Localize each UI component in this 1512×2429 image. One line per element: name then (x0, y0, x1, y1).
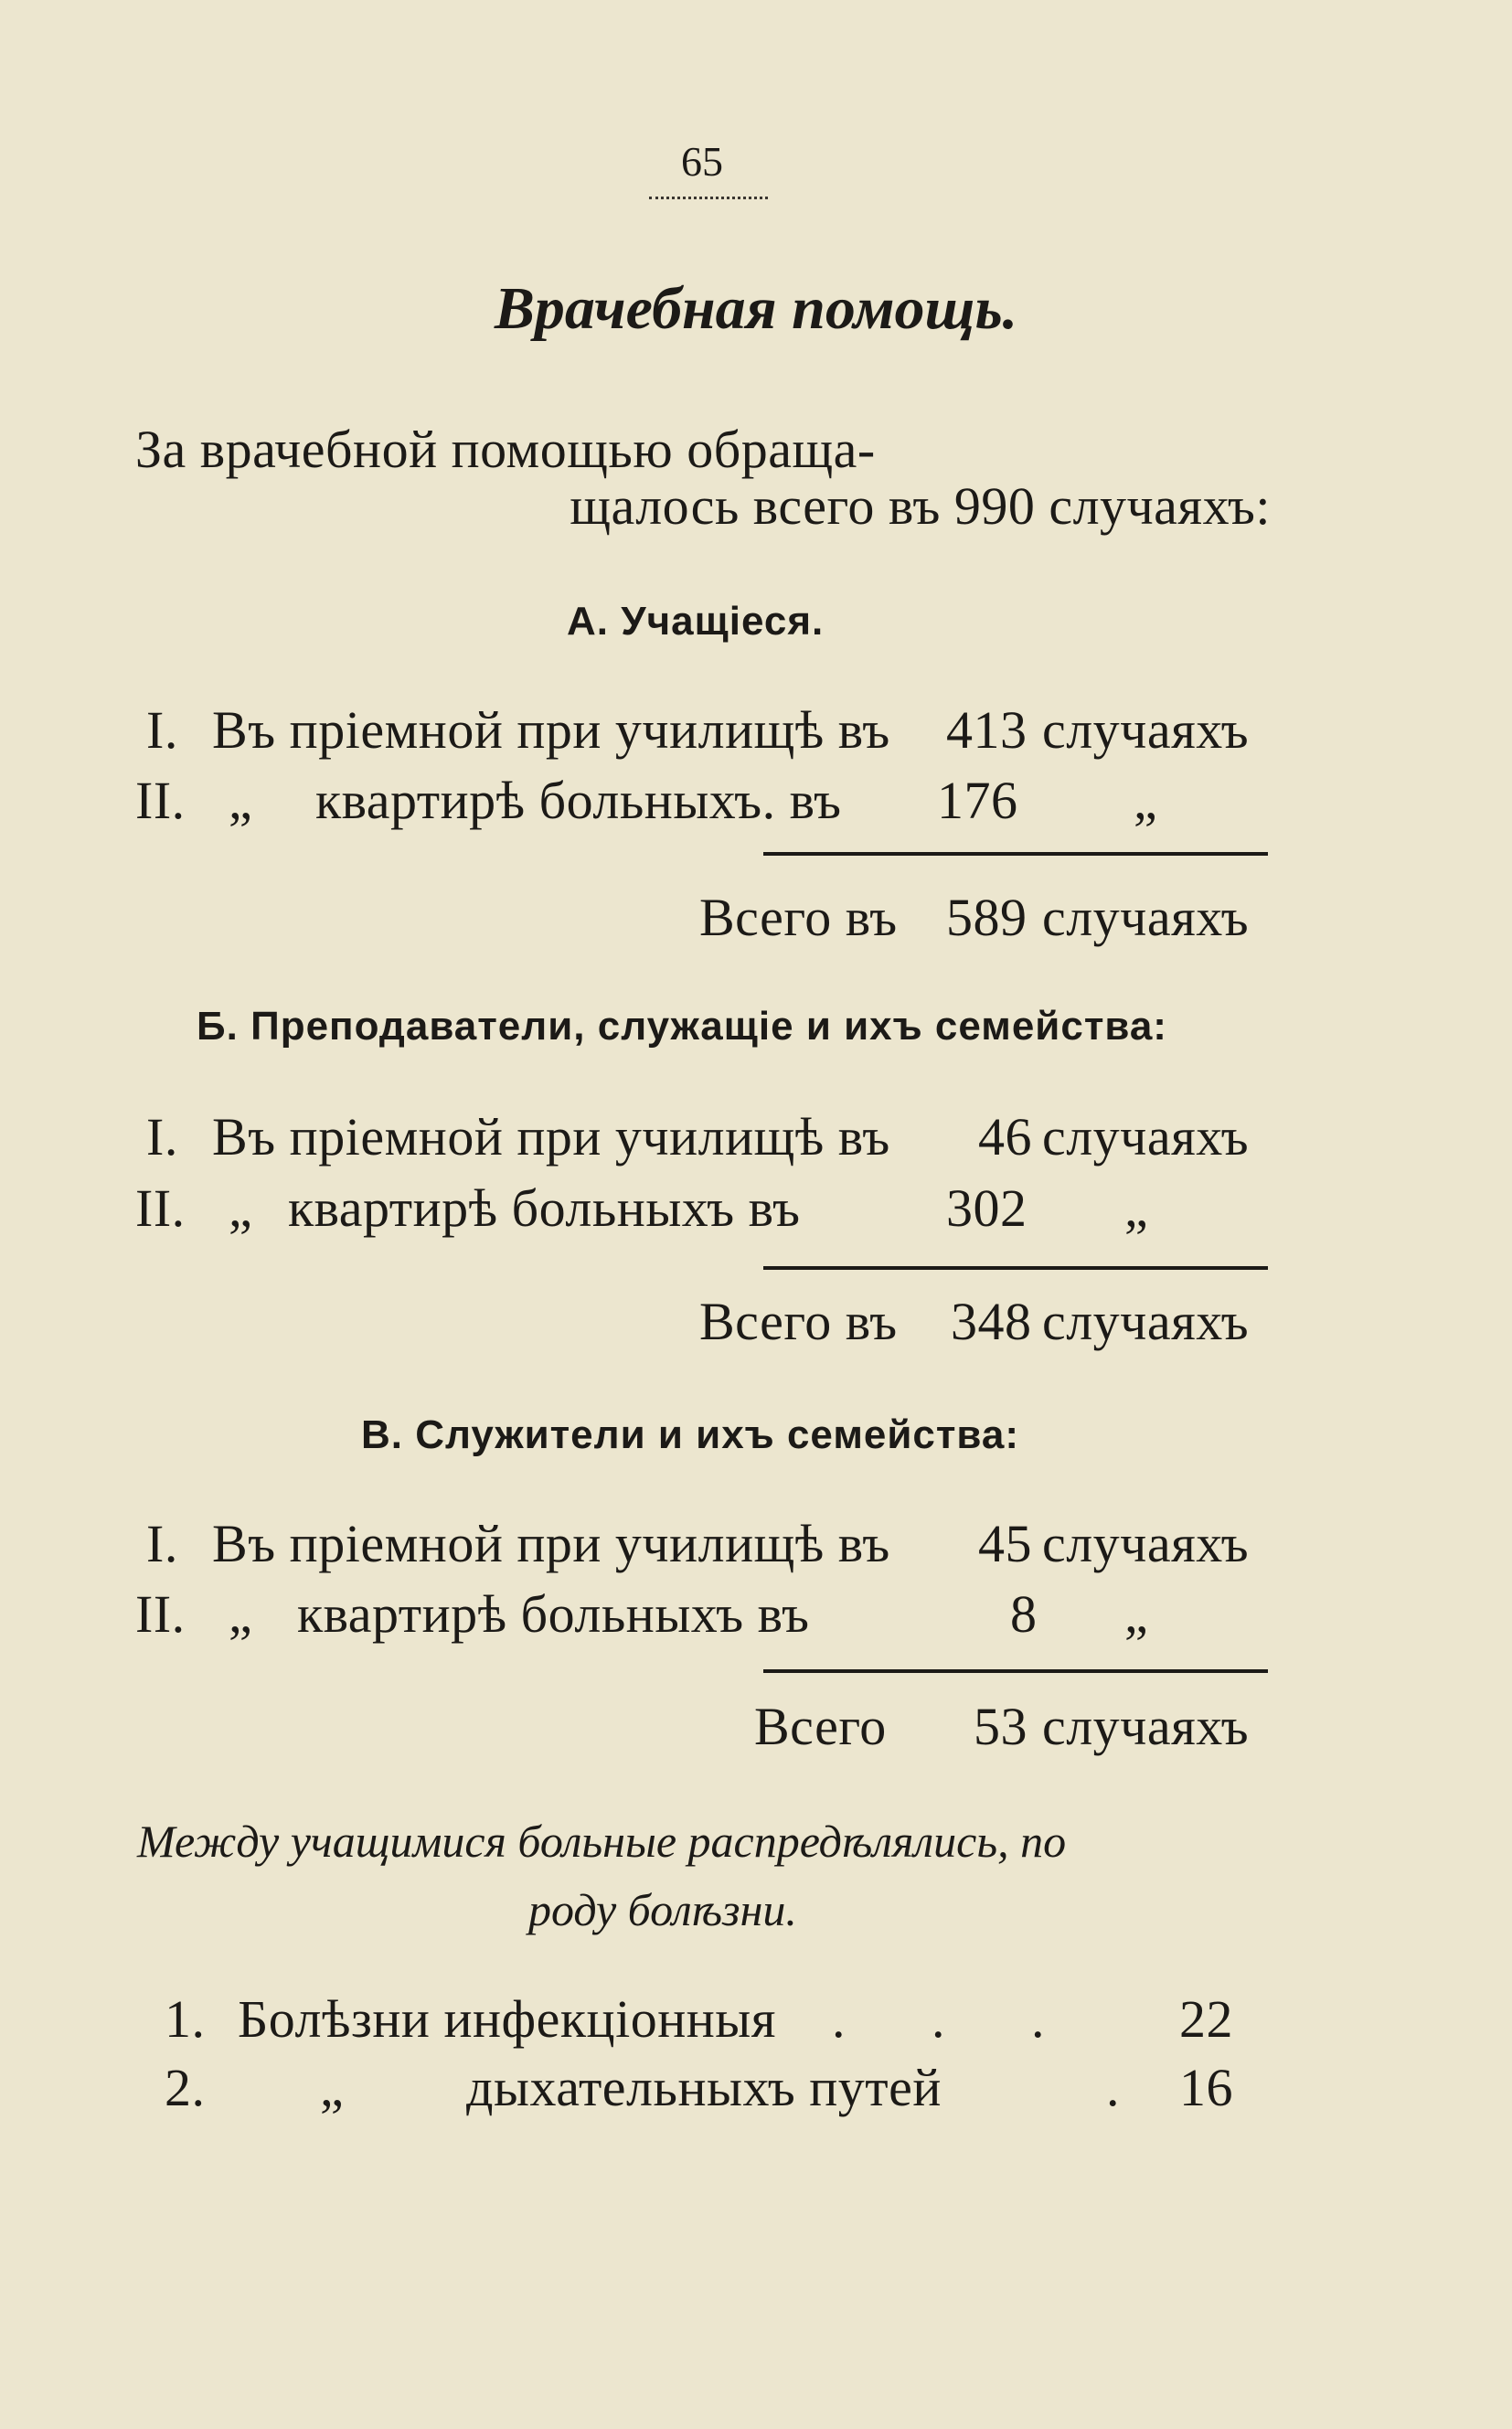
section-a-row-1-value: 413 (946, 700, 1028, 760)
section-a-heading: А. Учащіеся. (567, 599, 825, 644)
section-a-row-1-text: Въ пріемной при училищѣ въ (212, 700, 890, 760)
section-a-row-2-value: 176 (937, 771, 1018, 830)
section-c-row-2-text: квартирѣ больныхъ въ (297, 1584, 810, 1644)
section-b-row-1-text: Въ пріемной при училищѣ въ (212, 1107, 890, 1167)
disease-2-ditto: „ (320, 2058, 345, 2117)
section-b-row-1-num: I. (146, 1107, 178, 1167)
section-a-total-unit: случаяхъ (1042, 888, 1250, 947)
disease-1-leader-dots: . . . (832, 1989, 1081, 2049)
disease-1-value: 22 (1179, 1989, 1233, 2049)
section-c-total-unit: случаяхъ (1042, 1697, 1250, 1756)
section-b-total-rule (763, 1266, 1268, 1270)
section-c-row-1-num: I. (146, 1514, 178, 1573)
section-c-row-1-value: 45 (978, 1514, 1032, 1573)
section-a-row-1-num: I. (146, 700, 178, 760)
distribution-note-line-2: роду болѣзни. (528, 1884, 797, 1935)
disease-1-num: 1. (165, 1989, 206, 2049)
section-b-row-2-num: II. (135, 1178, 186, 1238)
intro-line-1: За врачебной помощью обраща- (135, 420, 876, 479)
disease-2-value: 16 (1179, 2058, 1233, 2117)
section-c-row-2-value: 8 (1010, 1584, 1038, 1644)
disease-1-name: Болѣзни инфекціонныя (238, 1989, 776, 2049)
page-title: Врачебная помощь. (494, 275, 1018, 342)
disease-2-name: дыхательныхъ путей (466, 2058, 942, 2117)
section-c-heading: В. Служители и ихъ семейства: (361, 1412, 1020, 1457)
disease-2-num: 2. (165, 2058, 206, 2117)
section-c-total-rule (763, 1669, 1268, 1673)
section-a-row-1-unit: случаяхъ (1042, 700, 1250, 760)
section-b-row-1-value: 46 (978, 1107, 1032, 1167)
section-b-row-2-text: квартирѣ больныхъ въ (288, 1178, 801, 1238)
section-b-row-1-unit: случаяхъ (1042, 1107, 1250, 1167)
section-b-row-2-ditto: „ (229, 1178, 253, 1238)
section-c-row-1-unit: случаяхъ (1042, 1514, 1250, 1573)
section-a-row-2-text: квартирѣ больныхъ. въ (315, 771, 842, 830)
section-b-heading: Б. Преподаватели, служащіе и ихъ семейства: (197, 1004, 1167, 1049)
section-a-total-rule (763, 852, 1268, 856)
section-b-total-value: 348 (951, 1292, 1032, 1351)
distribution-note-line-1: Между учащимися больные распредѣлялись, по (137, 1816, 1067, 1867)
section-a-total-value: 589 (946, 888, 1028, 947)
section-c-row-2-unit: „ (1124, 1584, 1149, 1644)
page-number: 65 (681, 138, 723, 185)
section-b-total-label: Всего въ (699, 1292, 898, 1351)
section-c-total-value: 53 (974, 1697, 1028, 1756)
page-number-divider (649, 197, 768, 199)
section-a-row-2-ditto: „ (229, 771, 253, 830)
section-b-row-2-unit: „ (1124, 1178, 1149, 1238)
section-b-total-unit: случаяхъ (1042, 1292, 1250, 1351)
section-c-row-1-text: Въ пріемной при училищѣ въ (212, 1514, 890, 1573)
intro-line-2: щалось всего въ 990 случаяхъ: (570, 476, 1271, 536)
section-a-total-label: Всего въ (699, 888, 898, 947)
section-c-row-2-num: II. (135, 1584, 186, 1644)
disease-2-leader-dots: . (1106, 2058, 1120, 2117)
section-c-row-2-ditto: „ (229, 1584, 253, 1644)
section-b-row-2-value: 302 (946, 1178, 1028, 1238)
section-a-row-2-num: II. (135, 771, 186, 830)
section-c-total-label: Всего (754, 1697, 887, 1756)
section-a-row-2-unit: „ (1134, 771, 1158, 830)
